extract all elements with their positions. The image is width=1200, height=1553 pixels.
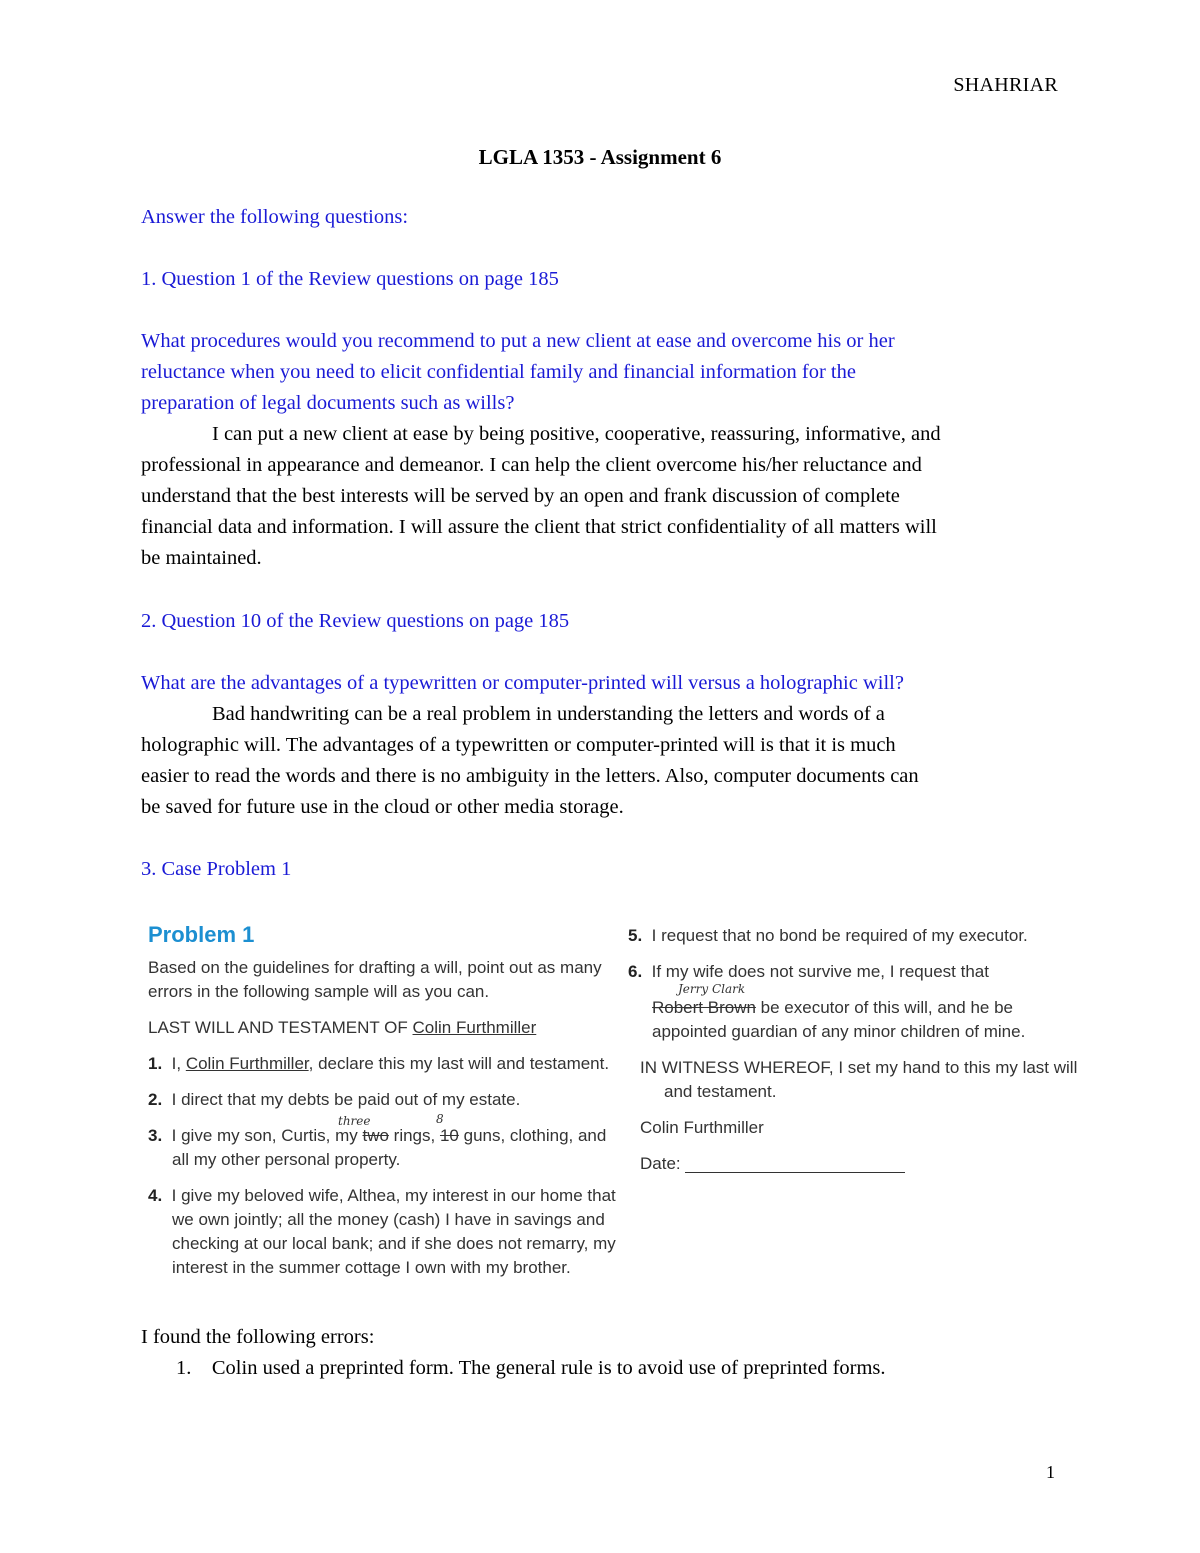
q1-question-line: reluctance when you need to elicit confidential family and financial information for the [141,361,856,383]
will-item-6-cont: appointed guardian of any minor children of mine. [652,1022,1026,1041]
q2-heading: 2. Question 10 of the Review questions on page 185 [141,610,570,632]
will-heading: LAST WILL AND TESTAMENT OF Colin Furthmiller [148,1018,537,1037]
q1-answer-line: financial data and information. I will assure the client that strict confidentiality of all matters will [141,516,937,538]
will-item-4-cont: checking at our local bank; and if she does not remarry, my [172,1234,616,1253]
will-item-4-cont: interest in the summer cottage I own with my brother. [172,1258,571,1277]
q1-question-line: What procedures would you recommend to put a new client at ease and overcome his or her [141,330,895,352]
will-item-4: 4. I give my beloved wife, Althea, my interest in our home that [148,1186,616,1205]
will-item-6: 6. If my wife does not survive me, I request that [628,962,989,981]
q3-heading: 3. Case Problem 1 [141,858,292,880]
will-item-2: 2. I direct that my debts be paid out of my estate. [148,1090,521,1109]
page-number: 1 [1046,1462,1055,1482]
witness-clause: IN WITNESS WHEREOF, I set my hand to this my last will [640,1058,1078,1077]
q2-answer-line: Bad handwriting can be a real problem in understanding the letters and words of a [212,703,885,725]
figure-intro-line: errors in the following sample will as you can. [148,982,490,1001]
witness-clause: and testament. [664,1082,777,1101]
q1-answer-line: understand that the best interests will be served by an open and frank discussion of complete [141,485,900,507]
will-item-3: 3. I give my son, Curtis, my two rings, 10 guns, clothing, and [148,1126,607,1145]
will-item-1: 1. I, Colin Furthmiller, declare this my last will and testament. [148,1054,610,1073]
header-author: SHAHRIAR [953,74,1058,96]
errors-list-item [176,1357,886,1380]
list-text: Colin used a preprinted form. The general rule is to avoid use of preprinted forms. [211,1357,886,1379]
q2-answer-line: holographic will. The advantages of a typewritten or computer-printed will is that it is much [141,734,896,756]
list-number: 1. [176,1357,192,1379]
intro-text: Answer the following questions: [141,206,409,228]
q2-answer-line: be saved for future use in the cloud or other media storage. [141,796,624,818]
q1-answer-line: professional in appearance and demeanor. I can help the client overcome his/her reluctance and [141,454,922,476]
errors-intro: I found the following errors: [141,1326,375,1348]
q1-answer-line: I can put a new client at ease by being positive, cooperative, reassuring, informative, and [212,423,941,445]
figure-title: Problem 1 [148,922,255,947]
will-item-5: 5. I request that no bond be required of my executor. [628,926,1028,945]
q1-answer-line: be maintained. [141,547,262,569]
q2-answer-line: easier to read the words and there is no ambiguity in the letters. Also, computer documents can [141,765,919,787]
page-title: LGLA 1353 - Assignment 6 [478,145,722,169]
handwritten-correction: Jerry Clark [678,982,746,996]
date-line [685,1172,905,1173]
q1-question-line: preparation of legal documents such as wills? [141,392,515,414]
handwritten-correction: 8 [436,1112,444,1126]
q1-heading: 1. Question 1 of the Review questions on page 185 [141,268,559,290]
figure-intro-line: Based on the guidelines for drafting a will, point out as many [148,958,602,977]
will-item-4-cont: we own jointly; all the money (cash) I have in savings and [172,1210,605,1229]
will-item-6-cont: Robert Brown be executor of this will, and he be [652,998,1013,1017]
q2-question: What are the advantages of a typewritten or computer-printed will versus a holographic will? [141,672,904,694]
signature-name: Colin Furthmiller [640,1118,764,1137]
problem-figure [148,918,1078,1288]
will-item-3-cont: all my other personal property. [172,1150,401,1169]
date-label: Date: [640,1154,681,1173]
handwritten-correction: three [338,1114,371,1128]
